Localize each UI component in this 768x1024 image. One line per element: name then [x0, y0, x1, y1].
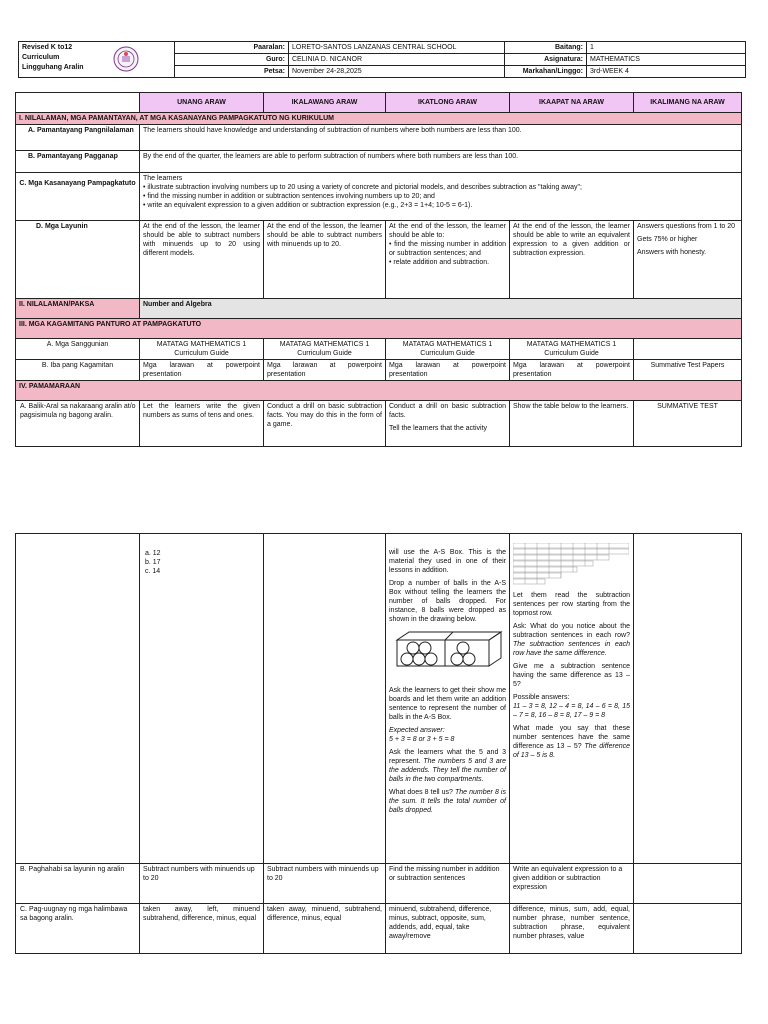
performance-standard-text: By the end of the quarter, the learners are able to perform subtraction of numbers where both numbers are less than 100.	[140, 151, 742, 173]
number-list-item: a. 12	[145, 550, 161, 557]
references-label: A. Mga Sanggunian	[16, 339, 140, 360]
day-3-para: Drop a number of balls in the A-S Box without telling the learners the number of balls dropped. For instance, 8 balls were dropped as shown in the drawing below.	[389, 580, 506, 623]
examples-day-5	[634, 904, 742, 954]
references-day-1: MATATAG MATHEMATICS 1 Curriculum Guide	[140, 339, 264, 360]
section-2-title: II. NILALAMAN/PAKSA	[16, 299, 140, 319]
objectives-label: D. Mga Layunin	[16, 221, 140, 299]
day-4-para: Ask: What do you notice about the subtraction sentences in each row? The subtraction sentences in each row have the same difference.	[513, 623, 630, 657]
review-day-5-continued	[634, 534, 742, 864]
subtraction-table-image	[513, 543, 629, 587]
teacher-value: CELINIA D. NICANOR	[289, 54, 505, 66]
competency-item: • illustrate subtraction involving numbers up to 20 using a variety of concrete and pictorial models, and describes subtraction as "taking away";	[143, 184, 582, 191]
revised-line-1: Revised K to12	[22, 44, 73, 51]
references-day-4: MATATAG MATHEMATICS 1 Curriculum Guide	[510, 339, 634, 360]
date-value: November 24-28,2025	[289, 66, 505, 78]
review-day-4: Show the table below to the learners.	[510, 401, 634, 447]
day-3-header: IKATLONG ARAW	[386, 93, 510, 113]
competency-item: • find the missing number in addition or subtraction sentences involving numbers up to 20; and	[143, 193, 435, 200]
expected-answer-label: Expected answer:	[389, 727, 445, 734]
examples-day-2: taken away, minuend, subtrahend, difference, minus, equal	[264, 904, 386, 954]
review-day-2: Conduct a drill on basic subtraction facts. You may do this in the form of a game.	[264, 401, 386, 447]
purpose-day-3: Find the missing number in addition or subtraction sentences	[386, 864, 510, 904]
lesson-plan-table-page1	[15, 92, 742, 447]
review-day-4-continued	[510, 534, 634, 864]
review-day-2-continued	[264, 534, 386, 864]
day-3-para: What does 8 tell us? The number 8 is the sum. It tells the total number of balls dropped.	[389, 789, 506, 814]
day-4-header: IKAAPAT NA ARAW	[510, 93, 634, 113]
days-header-row	[16, 93, 742, 113]
revised-line-2: Curriculum	[22, 54, 60, 61]
review-day-3	[386, 401, 510, 447]
teacher-label: Guro:	[175, 54, 289, 66]
review-day-1-continued	[140, 534, 264, 864]
objectives-day-5	[634, 221, 742, 299]
header-table	[18, 41, 746, 78]
section-1-title: I. NILALAMAN, MGA PAMANTAYAN, AT MGA KASANAYANG PAMPAGKATUTO NG KURIKULUM	[16, 113, 742, 125]
objectives-day-1: At the end of the lesson, the learner should be able to subtract numbers with minuends up to 20 using different models.	[140, 221, 264, 299]
objectives-day-5-item: Gets 75% or higher	[637, 236, 698, 243]
performance-standard-label: B. Pamantayang Pagganap	[16, 151, 140, 173]
review-day-5: SUMMATIVE TEST	[634, 401, 742, 447]
number-list-item: b. 17	[145, 559, 161, 566]
content-standard-text: The learners should have knowledge and understanding of subtraction of numbers where both numbers are less than 100.	[140, 125, 742, 151]
competencies-label: C. Mga Kasanayang Pampagkatuto	[16, 173, 140, 221]
school-value: LORETO-SANTOS LANZANAS CENTRAL SCHOOL	[289, 42, 505, 54]
grade-value: 1	[587, 42, 746, 54]
purpose-day-5	[634, 864, 742, 904]
objectives-day-3-item: • find the missing number in addition or subtraction sentences; and	[389, 241, 506, 257]
day-4-para: Give me a subtraction sentence having the same difference as 13 – 5?	[513, 663, 630, 688]
subject-label: Asignatura:	[505, 54, 587, 66]
as-box-drawing	[393, 628, 505, 668]
header-revised-cell	[19, 42, 175, 78]
objectives-day-3-intro: At the end of the lesson, the learner should be able to:	[389, 223, 506, 239]
day-1-header: UNANG ARAW	[140, 93, 264, 113]
school-label: Paaralan:	[175, 42, 289, 54]
day-4-para: Let them read the subtraction sentences per row starting from the topmost row.	[513, 592, 630, 617]
possible-answers-value: 11 – 3 = 8, 12 – 4 = 8, 14 – 6 = 8, 15 – 7 = 8, 16 – 8 = 8, 17 – 9 = 8	[513, 703, 630, 719]
purpose-day-4: Write an equivalent expression to a given addition or subtraction expression	[510, 864, 634, 904]
examples-label: C. Pag-uugnay ng mga halimbawa sa bagong aralin.	[16, 904, 140, 954]
day-4-para: What made you say that these number sentences have the same difference as 13 – 5? The difference of 13 – 5 is 8.	[513, 725, 630, 759]
day-3-para: Ask the learners to get their show me boards and let them write an addition sentence to represent the number of balls in the A-S Box.	[389, 687, 506, 721]
day-3-para: will use the A-S Box. This is the material they used in one of their lessons in addition.	[389, 549, 506, 574]
purpose-day-2: Subtract numbers with minuends up to 20	[264, 864, 386, 904]
objectives-day-5-item: Answers with honesty.	[637, 249, 707, 256]
subject-value: MATHEMATICS	[587, 54, 746, 66]
materials-day-3: Mga larawan at powerpoint presentation	[386, 360, 510, 381]
competencies-text	[140, 173, 742, 221]
content-standard-label: A. Pamantayang Pangnilalaman	[16, 125, 140, 151]
section-3-title: III. MGA KAGAMITANG PANTURO AT PAMPAGKATUTO	[16, 319, 742, 339]
days-header-blank	[16, 93, 140, 113]
objectives-day-3	[386, 221, 510, 299]
objectives-day-5-item: Answers questions from 1 to 20	[637, 223, 736, 230]
purpose-label: B. Paghahabi sa layunin ng aralin	[16, 864, 140, 904]
quarter-label: Markahan/Linggo:	[505, 66, 587, 78]
expected-answer-value: 5 + 3 = 8 or 3 + 5 = 8	[389, 736, 455, 743]
objectives-day-4: At the end of the lesson, the learner should be able to write an equivalent expression to a given addition or subtraction expression.	[510, 221, 634, 299]
day-3-para: Ask the learners what the 5 and 3 represent. The numbers 5 and 3 are the addends. They tell the number of balls in the two compartments.	[389, 749, 506, 783]
references-day-5	[634, 339, 742, 360]
day-2-header: IKALAWANG ARAW	[264, 93, 386, 113]
competencies-intro: The learners	[143, 175, 183, 182]
review-day-3-para: Tell the learners that the activity	[389, 425, 488, 432]
materials-day-1: Mga larawan at powerpoint presentation	[140, 360, 264, 381]
section-2-value: Number and Algebra	[140, 299, 742, 319]
quarter-value: 3rd-WEEK 4	[587, 66, 746, 78]
grade-label: Baitang:	[505, 42, 587, 54]
examples-day-1: taken away, left, minuend subtrahend, difference, minus, equal	[140, 904, 264, 954]
objectives-day-2: At the end of the lesson, the learner should be able to subtract numbers with minuends up to 20.	[264, 221, 386, 299]
materials-day-5: Summative Test Papers	[634, 360, 742, 381]
review-day-3-continued	[386, 534, 510, 864]
review-day-1: Let the learners write the given numbers as sums of tens and ones.	[140, 401, 264, 447]
materials-label: B. Iba pang Kagamitan	[16, 360, 140, 381]
number-list	[143, 549, 260, 576]
day-5-header: IKALIMANG NA ARAW	[634, 93, 742, 113]
materials-day-2: Mga larawan at powerpoint presentation	[264, 360, 386, 381]
lesson-plan-table-page2	[15, 533, 742, 954]
references-day-3: MATATAG MATHEMATICS 1 Curriculum Guide	[386, 339, 510, 360]
review-day-3-para: Conduct a drill on basic subtraction facts.	[389, 403, 506, 419]
number-list-item: c. 14	[145, 568, 161, 575]
references-day-2: MATATAG MATHEMATICS 1 Curriculum Guide	[264, 339, 386, 360]
examples-day-3: minuend, subtrahend, difference, minus, subtract, opposite, sum, addends, add, equal, take away/remove	[386, 904, 510, 954]
objectives-day-3-item: • relate addition and subtraction.	[389, 259, 490, 266]
possible-answers-label: Possible answers:	[513, 694, 570, 701]
purpose-day-1: Subtract numbers with minuends up to 20	[140, 864, 264, 904]
materials-day-4: Mga larawan at powerpoint presentation	[510, 360, 634, 381]
review-label: A. Balik-Aral sa nakaraang aralin at/o pagsisimula ng bagong aralin.	[16, 401, 140, 447]
revised-line-3: Lingguhang Aralin	[22, 64, 84, 71]
competency-item: • write an equivalent expression to a given addition or subtraction expression (e.g., 2+3 = 1+4; 10-5 = 6-1).	[143, 202, 473, 209]
review-label-continued	[16, 534, 140, 864]
examples-day-4: difference, minus, sum, add, equal, number phrase, number sentence, subtraction phrase, equivalent number phrases, value	[510, 904, 634, 954]
deped-seal-icon	[113, 46, 139, 72]
date-label: Petsa:	[175, 66, 289, 78]
section-4-title: IV. PAMAMARAAN	[16, 381, 742, 401]
